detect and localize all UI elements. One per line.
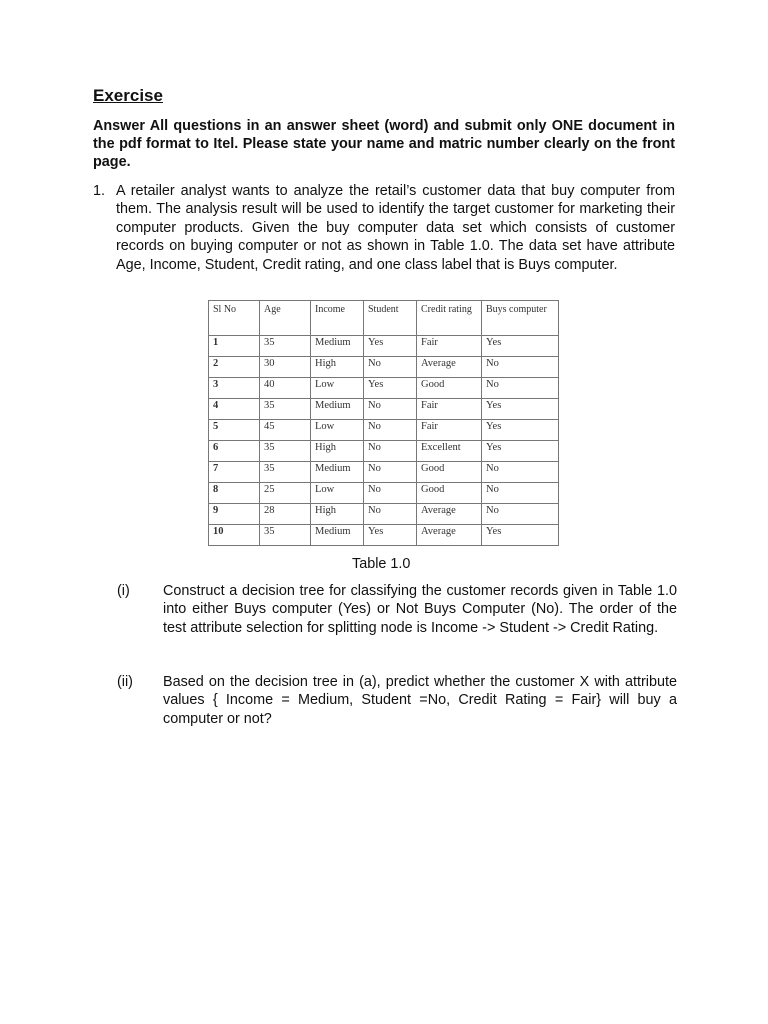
cell-income: Low [311,483,364,504]
cell-income: High [311,357,364,378]
cell-buys-computer: No [482,504,559,525]
cell-student: Yes [364,378,417,399]
cell-credit-rating: Good [417,378,482,399]
table-row [209,357,559,378]
customer-data-table [208,300,559,546]
cell-buys-computer: Yes [482,525,559,546]
cell-age: 35 [260,399,311,420]
table-header-row [209,301,559,336]
cell-credit-rating: Average [417,504,482,525]
cell-buys-computer: Yes [482,420,559,441]
header-age: Age [260,301,311,336]
table-row [209,504,559,525]
cell-credit-rating: Excellent [417,441,482,462]
cell-buys-computer: No [482,357,559,378]
cell-student: No [364,399,417,420]
subquestion-i [117,582,677,637]
cell-credit-rating: Average [417,357,482,378]
table-row [209,525,559,546]
table-row [209,399,559,420]
header-student: Student [364,301,417,336]
cell-student: No [364,483,417,504]
subquestion-i-text: Construct a decision tree for classifying the customer records given in Table 1.0 into either Buys computer (Yes) or Not Buys Computer (No). The order of the test attribute selection for splitting node is Income -> Student -> Credit Rating. [163,583,677,636]
cell-income: Medium [311,399,364,420]
cell-age: 28 [260,504,311,525]
cell-buys-computer: No [482,378,559,399]
cell-student: No [364,420,417,441]
cell-buys-computer: No [482,483,559,504]
cell-sl-no: 7 [209,462,260,483]
cell-student: Yes [364,525,417,546]
cell-credit-rating: Fair [417,336,482,357]
cell-sl-no: 5 [209,420,260,441]
cell-credit-rating: Fair [417,420,482,441]
cell-sl-no: 6 [209,441,260,462]
cell-income: High [311,441,364,462]
cell-sl-no: 1 [209,336,260,357]
cell-age: 35 [260,441,311,462]
cell-credit-rating: Good [417,462,482,483]
question-1 [93,182,675,274]
table-row [209,378,559,399]
question-1-text: A retailer analyst wants to analyze the retail’s customer data that buy computer from them. The analysis result will be used to identify the target customer for marketing their computer products. Given the buy computer data set which consists of customer records on buying computer or not as shown in Table 1.0. The data set have attribute Age, Income, Student, Credit rating, and one class label that is Buys computer. [116,183,675,273]
table-caption: Table 1.0 [352,556,411,572]
cell-age: 25 [260,483,311,504]
table-row [209,420,559,441]
cell-income: Medium [311,462,364,483]
cell-age: 35 [260,336,311,357]
cell-age: 40 [260,378,311,399]
cell-sl-no: 4 [209,399,260,420]
cell-student: Yes [364,336,417,357]
cell-age: 35 [260,462,311,483]
instructions-paragraph: Answer All questions in an answer sheet (word) and submit only ONE document in the pdf format to Itel. Please state your name and matric number clearly on the front page. [93,118,675,170]
exercise-title: Exercise [93,86,163,105]
cell-student: No [364,462,417,483]
header-buys-computer: Buys computer [482,301,559,336]
cell-income: Medium [311,525,364,546]
cell-sl-no: 9 [209,504,260,525]
cell-buys-computer: Yes [482,336,559,357]
cell-student: No [364,357,417,378]
cell-credit-rating: Fair [417,399,482,420]
header-sl-no: Sl No [209,301,260,336]
cell-age: 30 [260,357,311,378]
subquestion-ii-mark: (ii) [117,674,133,690]
cell-student: No [364,441,417,462]
cell-buys-computer: Yes [482,399,559,420]
cell-sl-no: 10 [209,525,260,546]
table-row [209,462,559,483]
cell-income: Low [311,420,364,441]
cell-age: 45 [260,420,311,441]
header-income: Income [311,301,364,336]
cell-income: High [311,504,364,525]
table-row [209,441,559,462]
cell-buys-computer: Yes [482,441,559,462]
subquestion-ii [117,673,677,728]
cell-sl-no: 8 [209,483,260,504]
cell-credit-rating: Good [417,483,482,504]
data-table-image [208,300,559,544]
cell-sl-no: 3 [209,378,260,399]
cell-income: Medium [311,336,364,357]
subquestion-ii-text: Based on the decision tree in (a), predict whether the customer X with attribute values { Income = Medium, Student =No, Credit Rating = Fair} will buy a computer or not? [163,674,677,727]
cell-student: No [364,504,417,525]
header-credit-rating: Credit rating [417,301,482,336]
cell-age: 35 [260,525,311,546]
table-row [209,483,559,504]
cell-income: Low [311,378,364,399]
table-row [209,336,559,357]
question-1-number: 1. [93,183,106,199]
cell-sl-no: 2 [209,357,260,378]
cell-buys-computer: No [482,462,559,483]
cell-credit-rating: Average [417,525,482,546]
subquestion-i-mark: (i) [117,583,130,599]
